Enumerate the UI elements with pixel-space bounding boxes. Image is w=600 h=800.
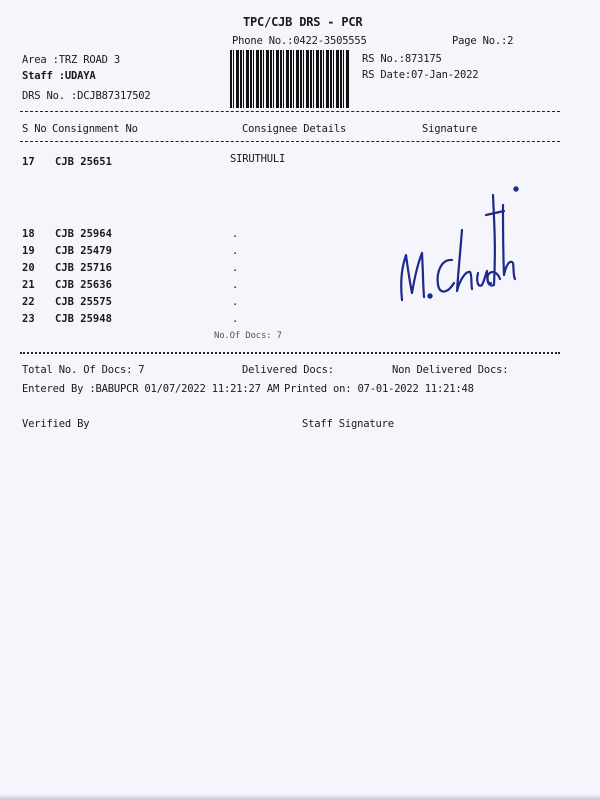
delivered-docs: Delivered Docs: xyxy=(242,364,334,376)
printed-on: Printed on: 07-01-2022 11:21:48 xyxy=(284,383,474,395)
row-consignee: . xyxy=(232,262,239,274)
row-consignee: SIRUTHULI xyxy=(230,153,286,165)
staff-label: Staff :UDAYA xyxy=(22,70,96,82)
divider xyxy=(20,352,560,354)
row-consignment: CJB 25964 xyxy=(55,228,112,240)
row-consignee: . xyxy=(232,313,239,325)
document-title: TPC/CJB DRS - PCR xyxy=(243,15,363,29)
row-sno: 19 xyxy=(22,245,35,257)
row-consignee: . xyxy=(232,296,239,308)
page-edge xyxy=(0,794,600,800)
divider xyxy=(20,141,560,142)
phone-number: Phone No.:0422-3505555 xyxy=(232,35,367,47)
row-consignee: . xyxy=(232,228,239,240)
row-consignee: . xyxy=(232,279,239,291)
row-consignment: CJB 25575 xyxy=(55,296,112,308)
column-header-consignee: Consignee Details xyxy=(242,123,347,135)
row-sno: 17 xyxy=(22,156,35,168)
area-label: Area :TRZ ROAD 3 xyxy=(22,54,120,66)
verified-by: Verified By xyxy=(22,418,90,430)
row-consignee: . xyxy=(232,245,239,257)
row-sno: 21 xyxy=(22,279,35,291)
page-number: Page No.:2 xyxy=(452,35,514,47)
row-sno: 20 xyxy=(22,262,35,274)
column-header-sno: S No xyxy=(22,123,47,135)
no-of-docs: No.Of Docs: 7 xyxy=(214,331,282,341)
barcode-icon xyxy=(230,50,350,108)
total-docs: Total No. Of Docs: 7 xyxy=(22,364,145,376)
handwritten-signature xyxy=(390,175,520,315)
column-header-signature: Signature xyxy=(422,123,478,135)
divider xyxy=(20,111,560,112)
column-header-consignment: Consignment No xyxy=(52,123,138,135)
row-consignment: CJB 25636 xyxy=(55,279,112,291)
drs-number: DRS No. :DCJB87317502 xyxy=(22,90,151,102)
row-sno: 23 xyxy=(22,313,35,325)
entered-by: Entered By :BABUPCR 01/07/2022 11:21:27 AM xyxy=(22,383,280,395)
row-consignment: CJB 25479 xyxy=(55,245,112,257)
rs-date: RS Date:07-Jan-2022 xyxy=(362,69,479,81)
rs-number: RS No.:873175 xyxy=(362,53,442,65)
row-consignment: CJB 25716 xyxy=(55,262,112,274)
row-consignment: CJB 25651 xyxy=(55,156,112,168)
non-delivered-docs: Non Delivered Docs: xyxy=(392,364,509,376)
staff-signature: Staff Signature xyxy=(302,418,394,430)
row-sno: 22 xyxy=(22,296,35,308)
row-sno: 18 xyxy=(22,228,35,240)
row-consignment: CJB 25948 xyxy=(55,313,112,325)
